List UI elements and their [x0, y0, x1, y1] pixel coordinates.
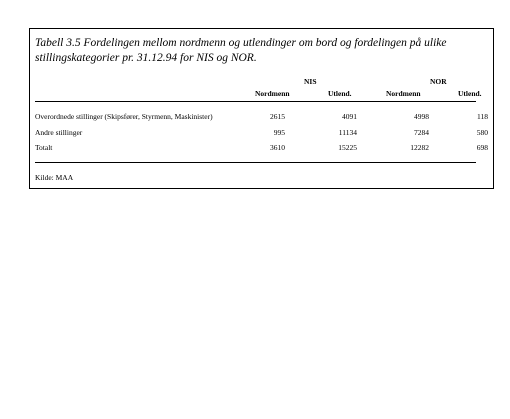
- table-caption: Tabell 3.5 Fordelingen mellom nordmenn og utlendinger om bord og fordelingen på ulike stillingskategorier pr. 31.12.94 for NIS og NOR.: [35, 37, 447, 64]
- column-header-nis-utlend: Utlend.: [328, 89, 352, 98]
- footer-rule: [35, 162, 476, 163]
- cell-overordnede-nor-utlend: 118: [477, 112, 488, 121]
- group-header-nis: NIS: [304, 77, 317, 86]
- cell-totalt-nis-nordmenn: 3610: [270, 143, 285, 152]
- table-source: Kilde: MAA: [35, 173, 74, 182]
- row-label-overordnede: Overordnede stillinger (Skipsfører, Styrmenn, Maskinister): [35, 112, 213, 121]
- cell-andre-nor-utlend: 580: [476, 128, 488, 137]
- cell-overordnede-nor-nordmenn: 4998: [414, 112, 429, 121]
- group-header-nor: NOR: [430, 77, 447, 86]
- header-rule: [35, 101, 476, 102]
- cell-andre-nis-utlend: 11134: [338, 128, 357, 137]
- cell-totalt-nis-utlend: 15225: [338, 143, 357, 152]
- cell-overordnede-nis-nordmenn: 2615: [270, 112, 285, 121]
- cell-totalt-nor-nordmenn: 12282: [410, 143, 429, 152]
- row-label-andre: Andre stillinger: [35, 128, 83, 137]
- column-header-nor-utlend: Utlend.: [458, 89, 482, 98]
- cell-overordnede-nis-utlend: 4091: [342, 112, 357, 121]
- row-label-totalt: Totalt: [35, 143, 53, 152]
- column-header-nor-nordmenn: Nordmenn: [386, 89, 421, 98]
- statistics-table: [29, 28, 494, 189]
- cell-andre-nor-nordmenn: 7284: [414, 128, 429, 137]
- column-header-nis-nordmenn: Nordmenn: [255, 89, 290, 98]
- cell-totalt-nor-utlend: 698: [476, 143, 488, 152]
- cell-andre-nis-nordmenn: 995: [273, 128, 285, 137]
